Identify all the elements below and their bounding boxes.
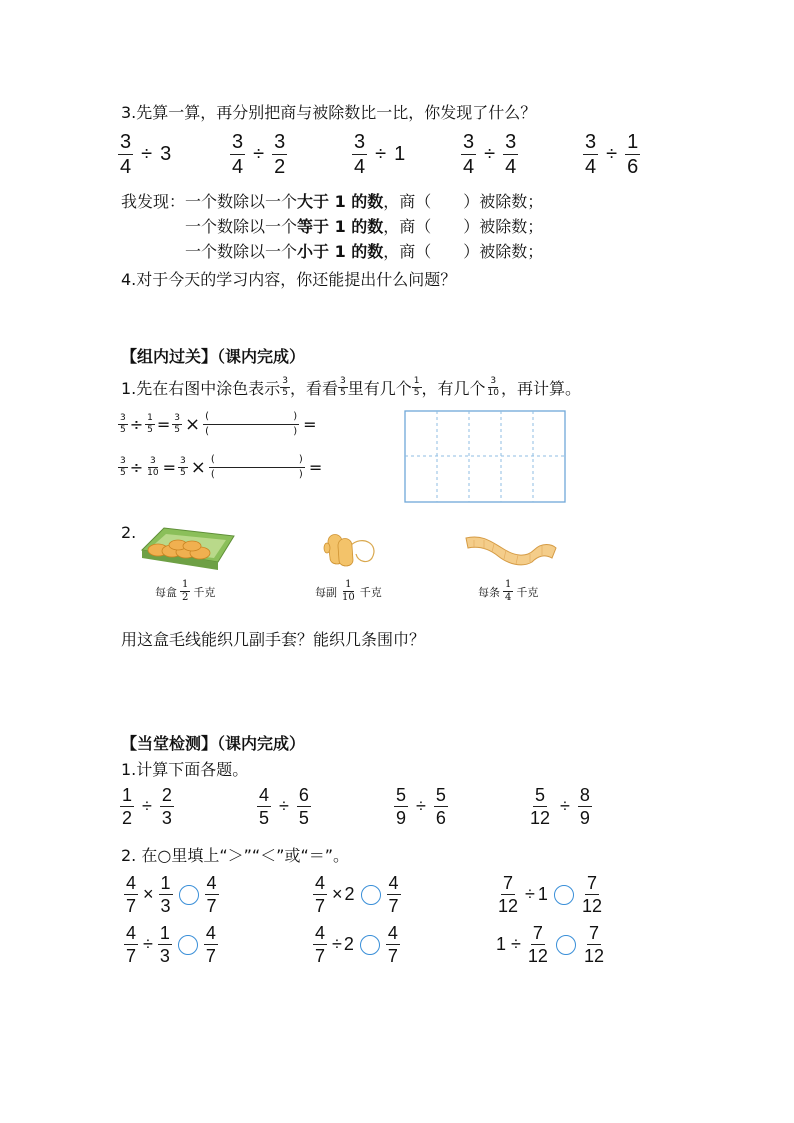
- calc-2: $\frac{4}{5}$ ÷ $\frac{6}{5}$: [259, 785, 309, 828]
- q3-expr-2: $\frac{3}{4}$ ÷ $\frac{3}{2}$: [232, 131, 286, 178]
- compare-circle-1[interactable]: [179, 885, 199, 905]
- compare-5: $\frac{4}{7}$ ÷ 2 $\frac{4}{7}$: [315, 923, 398, 966]
- calc-4: $\frac{5}{12}$ ÷ $\frac{8}{9}$: [530, 785, 590, 828]
- section2-problem-1: 1.先在右图中涂色表示 $\frac{3}{5}$ ，看看 $\frac{3}{5}$ 里有几个 $\frac{1}{5}$ ，有几个 $\frac{3}{10}$ ，再计算。: [121, 376, 581, 398]
- calc-3: $\frac{5}{9}$ ÷ $\frac{5}{6}$: [396, 785, 446, 828]
- compare-circle-2[interactable]: [361, 885, 381, 905]
- scarf-image: [462, 528, 560, 568]
- question-4-title: 4.对于今天的学习内容，你还能提出什么问题？: [121, 270, 457, 289]
- mittens-image: [322, 524, 382, 574]
- q3-expr-1: $\frac{3}{4}$ ÷ 3: [120, 131, 172, 178]
- coloring-grid[interactable]: [404, 410, 566, 503]
- compare-3: $\frac{7}{12}$ ÷ 1 $\frac{7}{12}$: [498, 873, 602, 916]
- compare-2: $\frac{4}{7}$ × 2 $\frac{4}{7}$: [315, 873, 399, 916]
- compare-circle-3[interactable]: [554, 885, 574, 905]
- finding-line-2: 一个数除以一个等于 1 的数，商（ ）被除数；: [185, 217, 544, 236]
- caption-box: 每盒 $\frac{1}{2}$ 千克: [155, 579, 216, 603]
- blank-fraction-1[interactable]: ( ) ( ): [205, 411, 298, 437]
- compare-circle-4[interactable]: [178, 935, 198, 955]
- compare-1: $\frac{4}{7}$ × $\frac{1}{3}$ $\frac{4}{7}$: [126, 873, 217, 916]
- section2-question: 用这盒毛线能织几副手套？能织几条围巾？: [121, 630, 426, 649]
- q3-expr-5: $\frac{3}{4}$ ÷ $\frac{1}{6}$: [585, 131, 639, 178]
- compare-6: 1 ÷ $\frac{7}{12}$ $\frac{7}{12}$: [496, 923, 604, 966]
- equation-2: $\frac{3}{5}$ ÷ $\frac{3}{10}$ = $\frac{3}{5}$ × ( ) ( ) =: [120, 454, 323, 480]
- section3-problem-2: 2. 在○里填上“＞”“＜”或“＝”。: [121, 846, 350, 865]
- question-3-title: 3.先算一算，再分别把商与被除数比一比，你发现了什么？: [121, 103, 537, 122]
- caption-scarf: 每条 $\frac{1}{4}$ 千克: [478, 579, 539, 603]
- section-group-title: 【组内过关】（课内完成）: [121, 347, 306, 366]
- section-check-title: 【当堂检测】（课内完成）: [121, 734, 306, 753]
- compare-circle-6[interactable]: [556, 935, 576, 955]
- caption-mittens: 每副 $\frac{1}{10}$ 千克: [315, 579, 382, 603]
- equation-1: $\frac{3}{5}$ ÷ $\frac{1}{5}$ = $\frac{3}{5}$ × ( ) ( ) =: [120, 411, 317, 437]
- q3-expr-3: $\frac{3}{4}$ ÷ 1: [354, 131, 406, 178]
- q3-expr-4: $\frac{3}{4}$ ÷ $\frac{3}{4}$: [463, 131, 517, 178]
- section3-problem-1: 1.计算下面各题。: [121, 760, 249, 779]
- problem-2-label: 2.: [121, 523, 137, 542]
- blank-fraction-2[interactable]: ( ) ( ): [210, 454, 303, 480]
- finding-line-3: 一个数除以一个小于 1 的数，商（ ）被除数；: [185, 242, 544, 261]
- finding-line-1: 一个数除以一个大于 1 的数，商（ ）被除数；: [185, 192, 544, 211]
- compare-circle-5[interactable]: [360, 935, 380, 955]
- calc-1: $\frac{1}{2}$ ÷ $\frac{2}{3}$: [122, 785, 172, 828]
- finding-label: 我发现：: [121, 192, 186, 211]
- compare-4: $\frac{4}{7}$ ÷ $\frac{1}{3}$ $\frac{4}{7}$: [126, 923, 216, 966]
- yarn-box-image: [134, 520, 239, 572]
